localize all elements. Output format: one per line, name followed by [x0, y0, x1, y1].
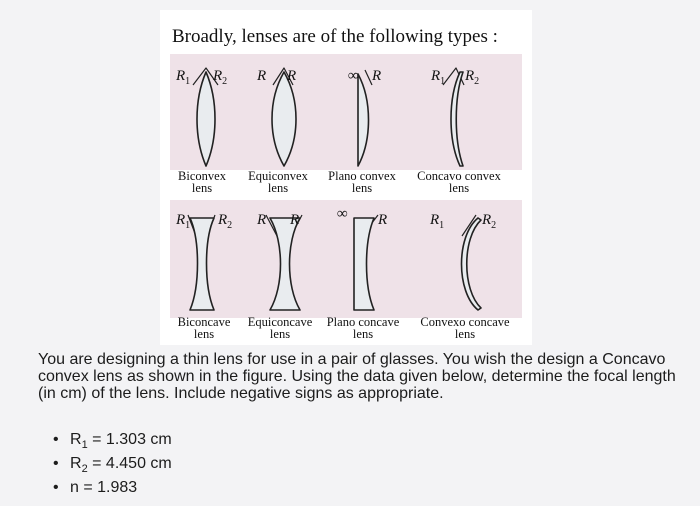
- equiconvex-caption: Equiconvex lens: [248, 169, 308, 195]
- equiconvex-lens-shape: [272, 72, 296, 166]
- figure-title: Broadly, lenses are of the following types :: [172, 26, 498, 47]
- equiconvex-r-right-label: R: [287, 68, 297, 84]
- planoconvex-radius-line: [365, 70, 372, 85]
- concavoconvex-r2-label: $R_2$: [465, 68, 480, 87]
- equiconcave-r-right-label: R: [290, 212, 300, 228]
- concavoconvex-r1-label: $R_1$: [431, 68, 446, 87]
- lens-types-figure: [160, 10, 532, 345]
- biconvex-r1-label: $R_1$: [176, 68, 191, 87]
- planoconcave-lens-shape: [354, 218, 374, 310]
- biconcave-r2-label: $R_2$: [218, 212, 233, 231]
- biconvex-r2-label: $R_2$: [213, 68, 228, 87]
- biconcave-lens-shape: [190, 218, 214, 310]
- convexoconcave-r1-label: $R_1$: [430, 212, 445, 231]
- given-n: • n = 1.983: [36, 476, 172, 500]
- given-values-list: [36, 428, 172, 500]
- biconcave-r1-label: $R_1$: [176, 212, 191, 231]
- planoconvex-r-label: R: [372, 68, 382, 84]
- equiconvex-r-left-label: R: [257, 68, 267, 84]
- given-r2: • $R_2 = 4.450$ cm: [36, 452, 172, 476]
- concavoconvex-lens-shape: [451, 72, 463, 166]
- equiconcave-caption: Equiconcave lens: [247, 315, 313, 341]
- question-text: You are designing a thin lens for use in a pair of glasses. You wish the design a Concavo convex lens as shown in the figure. Using the data given below, determine the focal length (in cm) of the lens. Include negative signs as appropriate.: [38, 351, 676, 402]
- planoconcave-caption: Plano concave lens: [326, 315, 400, 341]
- planoconvex-caption: Plano convex lens: [328, 169, 396, 195]
- planoconvex-infinity-label: ∞: [348, 68, 359, 84]
- given-r1: • $R_1 = 1.303$ cm: [36, 428, 172, 452]
- planoconvex-lens-shape: [358, 74, 369, 166]
- planoconcave-r-label: R: [378, 212, 388, 228]
- planoconcave-infinity-label: ∞: [337, 206, 348, 222]
- convexoconcave-r2-label: $R_2$: [482, 212, 497, 231]
- equiconcave-r-left-label: R: [257, 212, 267, 228]
- concavoconvex-caption: Concavo convex lens: [417, 169, 501, 195]
- convexoconcave-caption: Convexo concave lens: [420, 315, 510, 341]
- biconvex-caption: Biconvex lens: [178, 169, 226, 195]
- biconcave-caption: Biconcave lens: [177, 315, 231, 341]
